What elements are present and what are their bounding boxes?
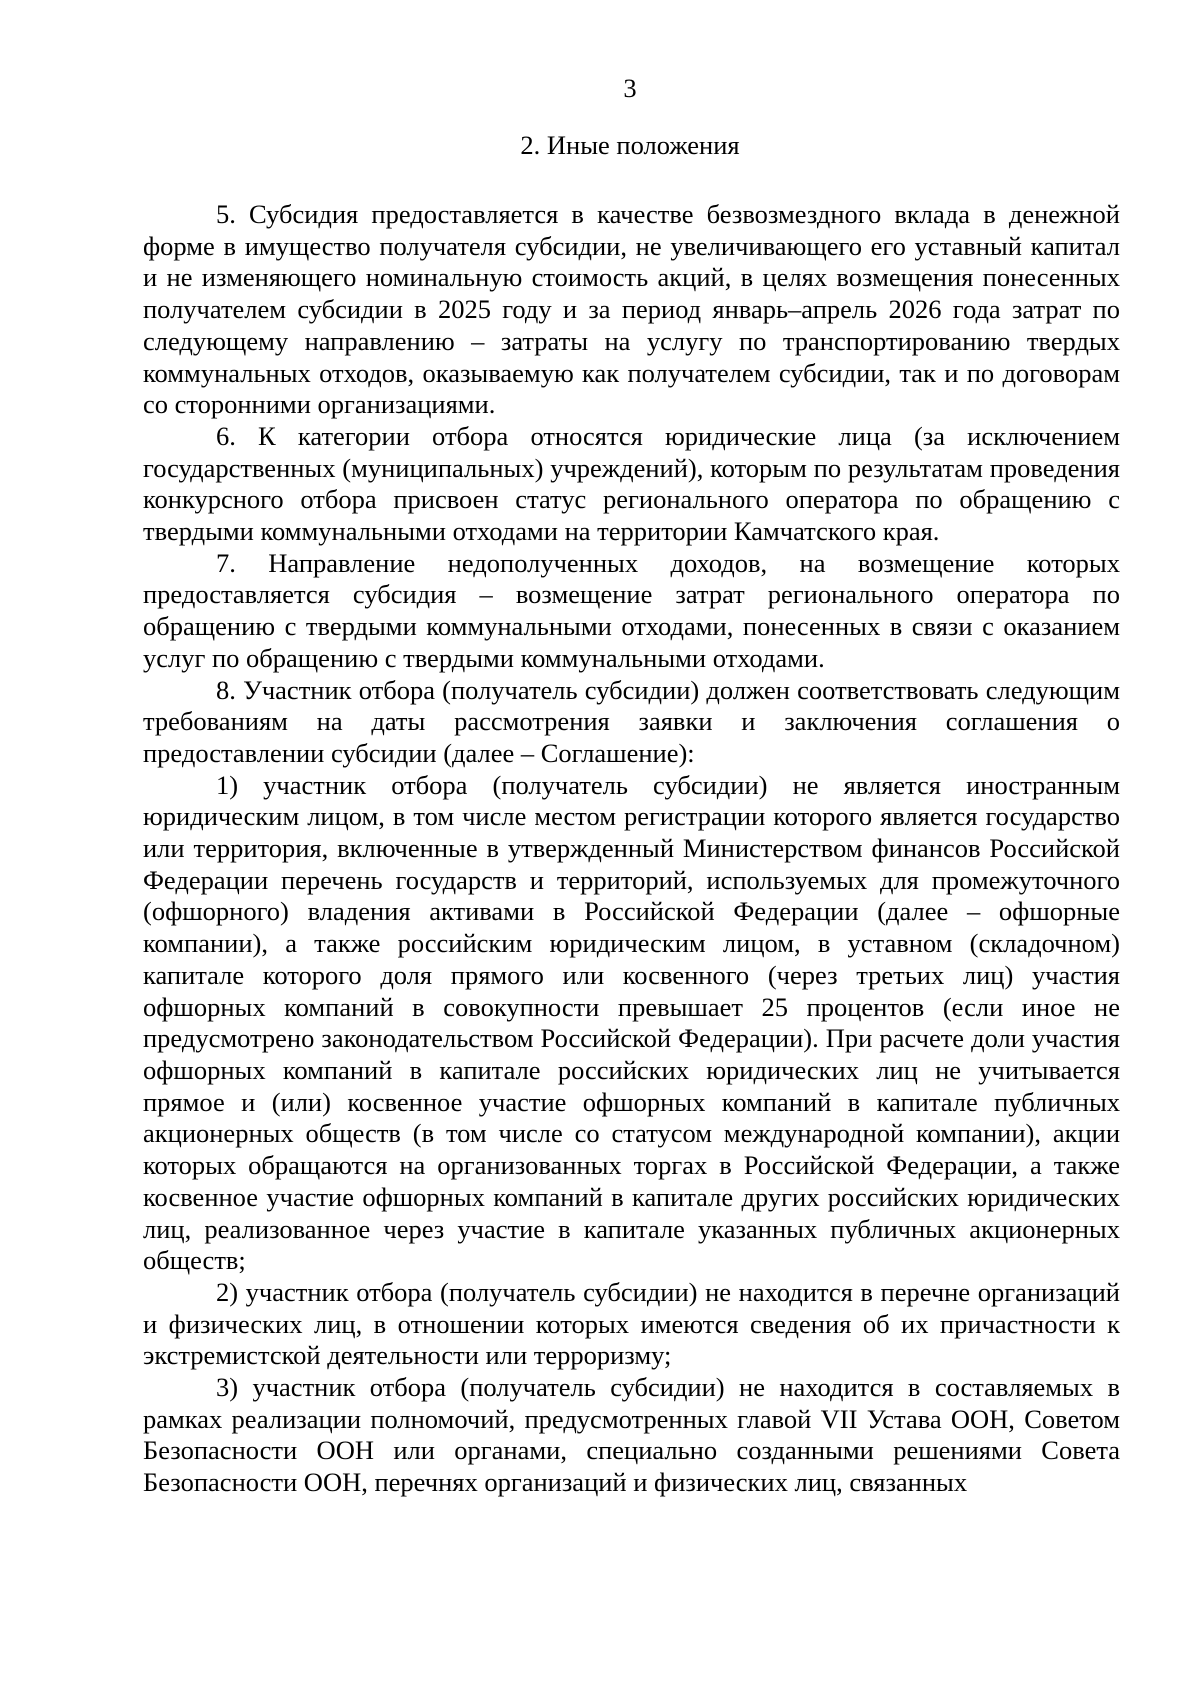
list-item-3: 3) участник отбора (получатель субсидии) не находится в составляемых в рамках реализации полномочий, предусмотренных главой VII Устава ООН, Советом Безопасности ООН или органами, специально созданными решениями Совета Безопасности ООН, перечнях организаций и физических лиц, связанных bbox=[143, 1372, 1120, 1498]
paragraph-5: 5. Субсидия предоставляется в качестве безвозмездного вклада в денежной форме в имущество получателя субсидии, не увеличивающего его уставный капитал и не изменяющего номинальную стоимость акций, в целях возмещения понесенных получателем субсидии в 2025 году и за период январь–апрель 2026 года затрат по следующему направлению – затраты на услугу по транспортированию твердых коммунальных отходов, оказываемую как получателем субсидии, так и по договорам со сторонними организациями. bbox=[143, 199, 1120, 420]
list-item-2: 2) участник отбора (получатель субсидии) не находится в перечне организаций и физических лиц, в отношении которых имеются сведения об их причастности к экстремистской деятельности или терроризму; bbox=[143, 1276, 1120, 1371]
paragraph-6: 6. К категории отбора относятся юридические лица (за исключением государственных (муниципальных) учреждений), которым по результатам проведения конкурсного отбора присвоен статус регионального оператора по обращению с твердыми коммунальными отходами на территории Камчатского края. bbox=[143, 420, 1120, 547]
list-item-1: 1) участник отбора (получатель субсидии) не является иностранным юридическим лицом, в том числе местом регистрации которого является государство или территория, включенные в утвержденный Министерством финансов Российской Федерации перечень государств и территорий, используемых для промежуточного (офшорного) владения активами в Российской Федерации (далее – офшорные компании), а также российским юридическим лицом, в уставном (складочном) капитале которого доля прямого или косвенного (через третьих лиц) участия офшорных компаний в совокупности превышает 25 процентов (если иное не предусмотрено законодательством Российской Федерации). При расчете доли участия офшорных компаний в капитале российских юридических лиц не учитывается прямое и (или) косвенное участие офшорных компаний в капитале публичных акционерных обществ (в том числе со статусом международной компании), акции которых обращаются на организованных торгах в Российской Федерации, а также косвенное участие офшорных компаний в капитале других российских юридических лиц, реализованное через участие в капитале указанных публичных акционерных обществ; bbox=[143, 769, 1120, 1276]
section-heading: 2. Иные положения bbox=[520, 130, 740, 160]
page-number: 3 bbox=[623, 73, 637, 103]
paragraph-7: 7. Направление недополученных доходов, на возмещение которых предоставляется субсидия – возмещение затрат регионального оператора по обращению с твердыми коммунальными отходами, понесенных в связи с оказанием услуг по обращению с твердыми коммунальными отходами. bbox=[143, 547, 1120, 673]
paragraph-8: 8. Участник отбора (получатель субсидии) должен соответствовать следующим требованиям на даты рассмотрения заявки и заключения соглашения о предоставлении субсидии (далее – Соглашение): bbox=[143, 674, 1120, 768]
document-body bbox=[143, 199, 1120, 1499]
